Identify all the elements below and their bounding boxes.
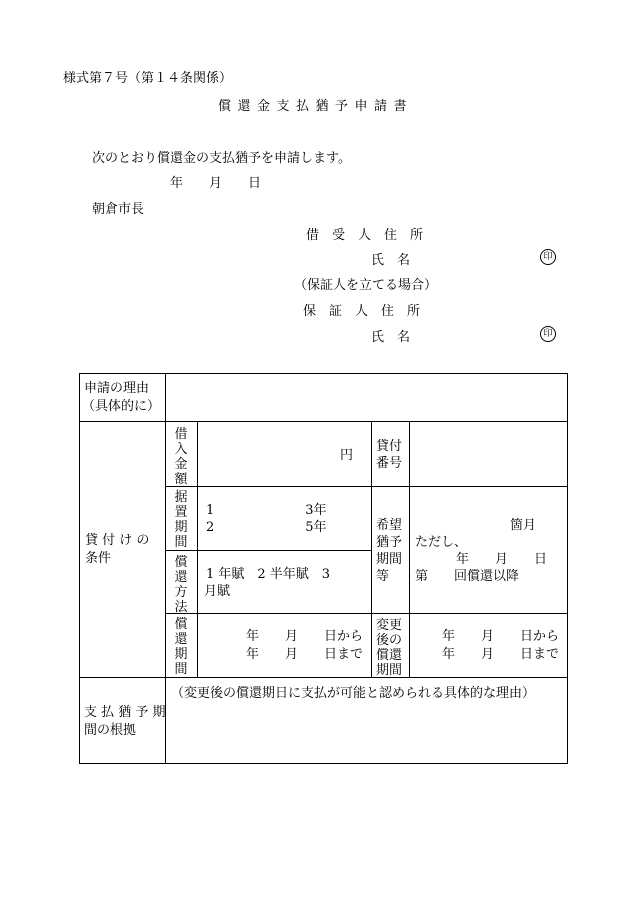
desired-label-line4: 等 (376, 569, 390, 584)
however-text: ただし、 (415, 535, 468, 550)
changed-period-label-line1: 変更 (376, 618, 403, 633)
repayment-method-label: 償還方法 (174, 555, 188, 615)
desired-date: 年 月 日 (456, 552, 548, 567)
changed-period-from: 年 月 日から (442, 629, 560, 644)
from-nth-repayment: 第 回償還以降 (415, 569, 520, 584)
deferment-period-label: 据置期間 (174, 490, 188, 550)
borrower-name-label: 氏 名 (371, 253, 411, 268)
basis-label-line1: 支 払 猶 予 期 (84, 705, 166, 720)
repayment-method-monthly: 月賦 (204, 584, 231, 599)
repayment-period-label: 償還期間 (174, 617, 188, 677)
loan-number-label-line1: 貸付 (376, 439, 403, 454)
guarantor-note: （保証人を立てる場合） (294, 278, 438, 293)
yen-unit: 円 (340, 448, 354, 463)
deferment-option-2: 2 5年 (206, 520, 327, 535)
borrowed-amount-label: 借入金額 (174, 427, 188, 487)
loan-conditions-label-line1: 貸 付 け の (85, 533, 150, 548)
changed-period-label-line4: 期間 (376, 663, 403, 678)
guarantor-address-label: 保 証 人 住 所 (303, 304, 421, 319)
desired-label-line1: 希望 (376, 518, 403, 533)
repayment-period-from: 年 月 日から (246, 629, 364, 644)
guarantor-name-label: 氏 名 (371, 330, 411, 345)
date-line: 年 月 日 (170, 176, 262, 191)
desired-label-line3: 期間 (376, 552, 403, 567)
document-title: 償還金支払猶予申請書 (218, 99, 414, 114)
months-unit: 箇月 (510, 518, 537, 533)
form-number: 様式第７号（第１４条関係） (63, 71, 233, 86)
borrower-address-label: 借 受 人 住 所 (306, 228, 424, 243)
basis-instruction: （変更後の償還期日に支払が可能と認められる具体的な理由） (171, 686, 536, 701)
seal-icon: 印 (540, 249, 556, 265)
changed-period-label-line2: 後の (376, 633, 403, 648)
repayment-method-options: 1 年賦 2 半年賦 3 (206, 567, 331, 582)
desired-label-line2: 猶予 (376, 535, 403, 550)
intro-statement: 次のとおり償還金の支払猶予を申請します。 (92, 151, 351, 166)
changed-period-to: 年 月 日まで (442, 647, 560, 662)
loan-number-label-line2: 番号 (376, 456, 403, 471)
guarantor-seal-icon: 印 (540, 326, 556, 342)
reason-label-line2: （具体的に） (82, 399, 161, 414)
reason-label-line1: 申請の理由 (84, 381, 150, 396)
addressee: 朝倉市長 (92, 202, 145, 217)
deferment-option-1: 1 3年 (206, 503, 327, 518)
repayment-period-to: 年 月 日まで (246, 647, 364, 662)
basis-label-line2: 間の根拠 (84, 723, 137, 738)
loan-conditions-label-line2: 条件 (85, 551, 112, 566)
changed-period-label-line3: 償還 (376, 648, 403, 663)
